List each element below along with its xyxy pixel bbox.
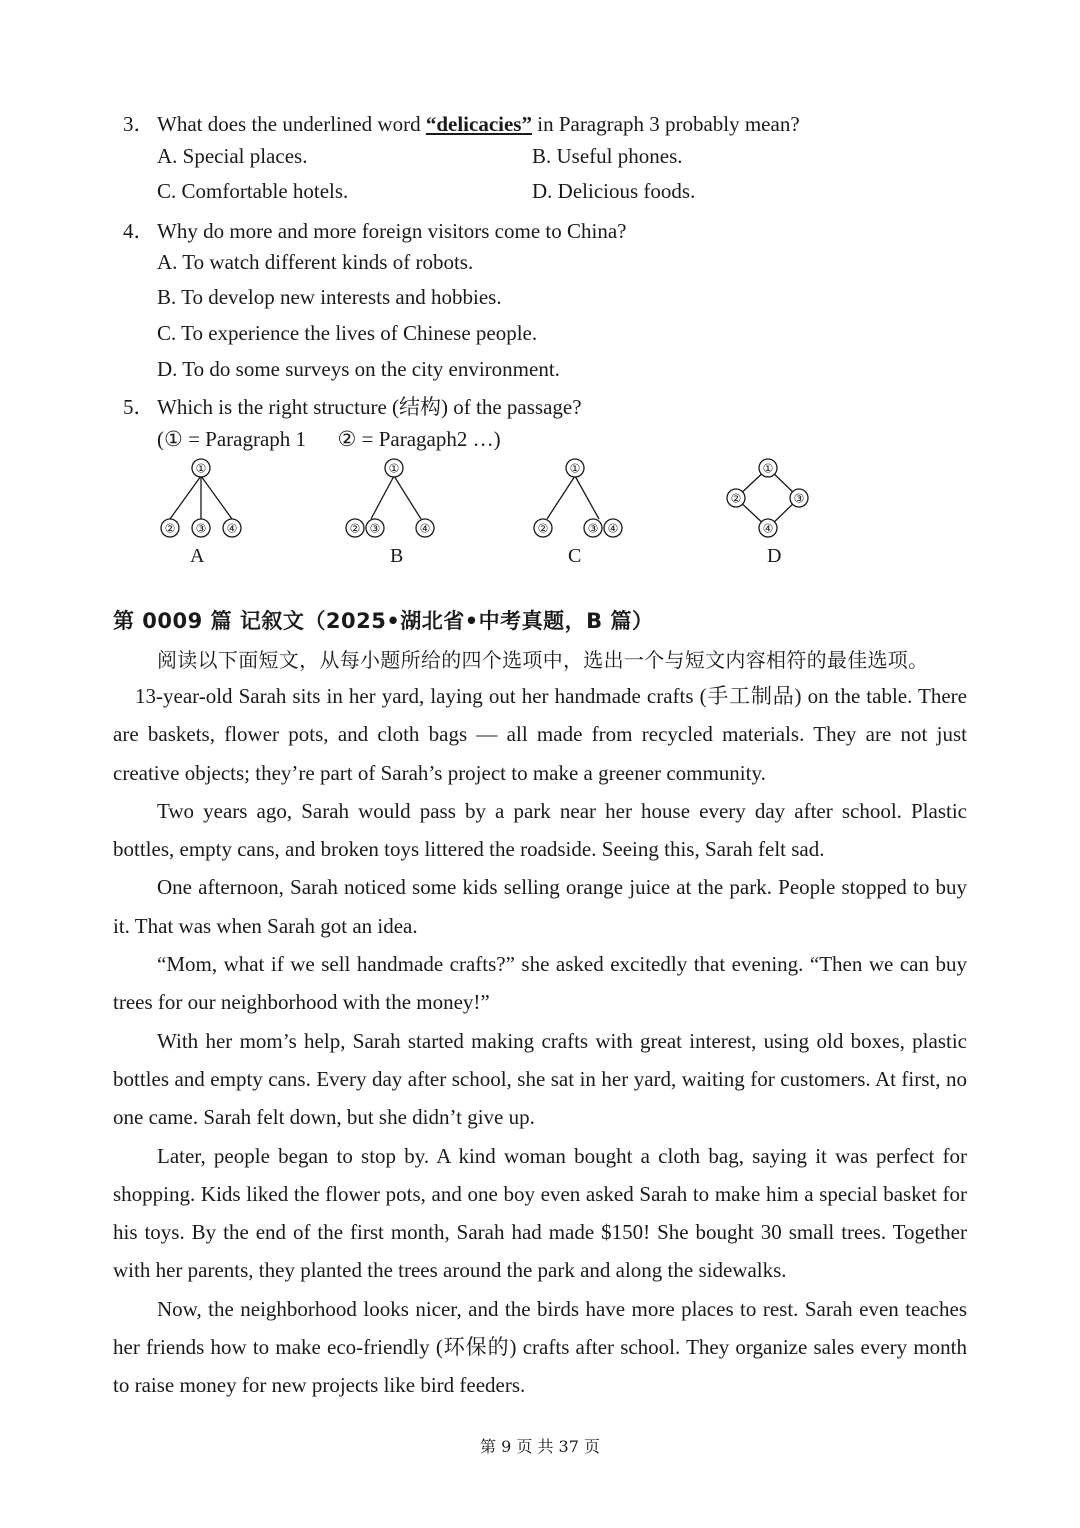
option-3c: C. Comfortable hotels. [157,179,349,203]
node-4: ④ [419,521,431,536]
question-number: 4． [123,219,155,243]
question-number: 3． [123,112,155,136]
paragraph-7: Now, the neighborhood looks nicer, and the birds have more places to rest. Sarah even teaches her friends how to make eco-friendly (环保的) crafts after school. They organize sales every month to raise money for new projects like bird feeders. [113,1296,967,1398]
question-text: What does the underlined word [157,112,426,136]
option-4c: C. To experience the lives of Chinese people. [157,321,538,345]
node-1: ① [762,461,774,476]
reading-passage [113,677,967,1405]
option-4a: A. To watch different kinds of robots. [157,250,474,274]
option-4b: B. To develop new interests and hobbies. [157,285,502,309]
diagram-b-svg [335,455,445,545]
option-3d: D. Delicious foods. [532,179,696,203]
option-4d: D. To do some surveys on the city environment. [157,357,560,381]
node-1: ① [388,461,400,476]
diagram-b [335,455,445,550]
node-4: ④ [607,521,619,536]
diagram-a-label: A [190,545,205,567]
node-3: ③ [369,521,381,536]
node-4: ④ [226,521,238,536]
question-number: 5． [123,395,155,419]
diagram-b-label: B [390,545,404,567]
option-3b: B. Useful phones. [532,144,683,168]
section-title: 第 0009 篇 记叙文（2025•湖北省•中考真题，B 篇） [113,609,654,633]
diagram-a [150,455,260,550]
section-instruction: 阅读以下面短文，从每小题所给的四个选项中，选出一个与短文内容相符的最佳选项。 [157,648,929,672]
node-3: ③ [195,521,207,536]
underlined-word: “delicacies” [425,112,532,136]
paragraph-2: Two years ago, Sarah would pass by a park near her house every day after school. Plastic bottles, empty cans, and broken toys littered the roadside. Seeing this, Sarah felt sad. [113,798,967,862]
question-3-stem [123,108,800,138]
option-3a: A. Special places. [157,144,308,168]
paragraph-6: Later, people began to stop by. A kind woman bought a cloth bag, saying it was perfect for shopping. Kids liked the flower pots, and one boy even asked Sarah to make him a special basket for his toys. By the end of the first month, Sarah had made $150! She bought 30 small trees. Together with her parents, they planted the trees around the park and along the sidewalks. [113,1143,967,1283]
node-3: ③ [587,521,599,536]
structure-legend: (① = Paragraph 1 ② = Paragaph2 …) [157,427,501,451]
diagram-a-svg [150,455,260,545]
diagram-d-svg [717,455,827,545]
paragraph-4: “Mom, what if we sell handmade crafts?” she asked excitedly that evening. “Then we can buy trees for our neighborhood with the money!” [113,952,967,1015]
question-4-stem [123,215,626,245]
node-2: ② [730,491,742,506]
diagram-d [717,455,827,550]
diagram-c-svg [523,455,633,545]
diagram-d-label: D [767,545,782,567]
node-1: ① [195,461,207,476]
page-footer: 第 9 页 共 37 页 [480,1437,600,1456]
question-text: Which is the right structure (结构) of the passage? [157,395,582,419]
node-4: ④ [762,521,774,536]
question-text: Why do more and more foreign visitors come to China? [157,219,627,243]
node-2: ② [537,521,549,536]
paragraph-1: 13-year-old Sarah sits in her yard, laying out her handmade crafts (手工制品) on the table. There are baskets, flower pots, and cloth bags — all made from recycled materials. They are not just creative objects; they’re part of Sarah’s project to make a greener community. [113,684,967,785]
paragraph-3: One afternoon, Sarah noticed some kids selling orange juice at the park. People stopped to buy it. That was when Sarah got an idea. [113,875,967,938]
node-1: ① [569,461,581,476]
diagram-c-label: C [568,545,582,567]
node-2: ② [349,521,361,536]
diagram-c [523,455,633,550]
question-5-stem [123,391,582,421]
node-3: ③ [793,491,805,506]
paragraph-5: With her mom’s help, Sarah started making crafts with great interest, using old boxes, plastic bottles and empty cans. Every day after school, she sat in her yard, waiting for customers. At first, no one came. Sarah felt down, but she didn’t give up. [113,1028,967,1130]
question-text-end: in Paragraph 3 probably mean? [531,112,800,136]
node-2: ② [164,521,176,536]
